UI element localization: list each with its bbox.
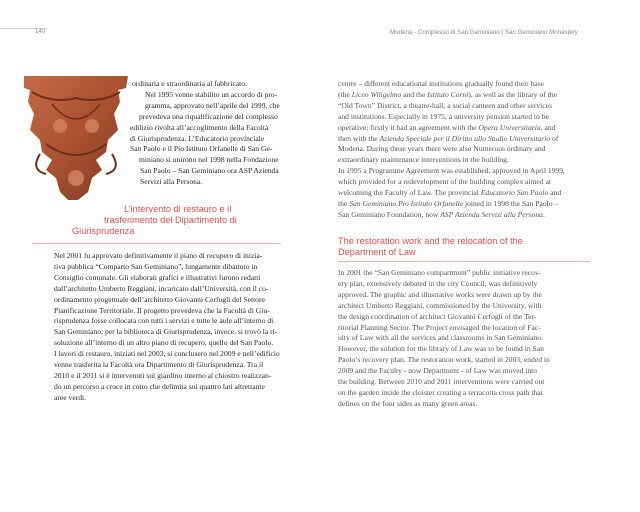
text-line: gramma, approvato nell’aprile del 1999, che (145, 100, 280, 110)
text-line: defines on the four sides as many green areas. (338, 398, 478, 408)
text-line: Nel 2001 fu approvato definitivamente il piano di recupero di inizia- (54, 251, 263, 260)
text-line: ritorial Planning Sector. The Project envisaged the location of Fac- (338, 322, 541, 332)
text-run: ), as well as the library of the (468, 89, 557, 99)
left-intro-paragraph (132, 79, 300, 188)
text-line: San Paolo – San Geminiano ora ASP Azienda (140, 166, 279, 176)
text-line (338, 101, 600, 112)
terracotta-capital-image (22, 74, 130, 202)
text-line: the design coordination of architect Giovanni Cerfogli of the Ter- (338, 311, 537, 321)
text-run: operative; firstly it had an agreement with the (338, 122, 479, 132)
text-line: I lavori di restauro, iniziati nel 2003, si conclusero nel 2009 e nell’edificio (54, 349, 280, 359)
text-line (338, 210, 600, 221)
text-line: soluzione all’interno di un altro piano di recupero, quello del San Paolo. (54, 338, 274, 348)
text-line: miniano si unirono nel 1998 nella Fondazione (139, 155, 279, 165)
text-run: then with the (338, 133, 380, 143)
page-number: 140 (35, 29, 46, 35)
text-line (338, 155, 600, 166)
heading-line: trasferimento del Dipartimento di (104, 215, 237, 225)
text-line: ordinamento progettuale dell’architetto Giovanni Cerfogli del Settore (54, 294, 265, 304)
running-head (390, 29, 578, 36)
text-run: welcoming the Faculty of Law. The provincial (338, 188, 481, 198)
text-line: ery plan, extensively debated in the city Council, was definitively (338, 278, 538, 288)
text-line: approved. The graphic and illustrative works were drawn up by the (338, 289, 542, 299)
heading-line: L’intervento di restauro e il (124, 204, 232, 214)
italic-run: Azienda Speciale per il Diritto allo Studio Universitario (379, 133, 551, 143)
text-line (338, 123, 600, 134)
italic-run: Istituto Corni (427, 89, 469, 99)
right-body-paragraph (338, 268, 600, 410)
text-run: In 1995 a Programme Agreement was established, approved in April 1999, (338, 166, 565, 176)
text-line: prevedeva una riqualificazione del complesso (139, 111, 278, 121)
text-run: which provided for a redevelopment of the building complex aimed at (338, 177, 551, 187)
text-line: San Paolo e il Pio Istituto Orfanelle di San Ge- (130, 144, 273, 154)
text-run: joined in 1998 the San Paolo – (463, 198, 559, 208)
text-line: aree verdi. (54, 392, 87, 402)
text-line: architect Umberto Reggiani, commissioned by the University, with (338, 300, 542, 310)
heading-rule (33, 243, 281, 244)
right-intro-paragraph (338, 79, 600, 221)
italic-run: Opera Universitaria (478, 122, 541, 132)
text-line (338, 112, 600, 123)
text-line (338, 177, 600, 188)
text-line: ordinaria e straordinaria al fabbricato. (132, 79, 247, 88)
italic-run: Educatorio San Paolo (480, 188, 549, 198)
text-line (338, 199, 600, 210)
text-line: venne trasferita la Facoltà ora Dipartimento di Giurisprudenza. Tra il (54, 360, 264, 370)
text-run: . (542, 209, 545, 219)
heading-line: Department of Law (338, 247, 416, 257)
text-line: In 2001 the “San Geminiano compartment” public initiative recov- (338, 268, 542, 277)
heading-line: The restoration work and the relocation of the (338, 236, 523, 246)
italic-run: San Geminiano Pio Istituto Orfanelle (349, 198, 464, 208)
text-run: Modena. During these years there were also Numerous ordinary and (338, 144, 546, 154)
text-line (338, 144, 600, 155)
text-line: risprudenza fosse collocata con tutti i servizi e tutte le aule all’interno di (54, 316, 274, 326)
text-line: 2010 e il 2011 si è intervenuti sul giardino interno al chiostro realizzan- (54, 370, 272, 380)
text-line: Nel 1995 venne stabilito un accordo di pro- (145, 89, 278, 99)
text-line: di Giurisprudenza. L’Educatorio provinciale (130, 133, 265, 143)
text-run: and (548, 188, 562, 198)
text-line (338, 134, 600, 145)
text-line: Consiglio comunale. Gli elaborati grafici e illustrativi furono redatti (54, 272, 261, 282)
text-run: (the (338, 89, 352, 99)
running-head-italic: San Geminiano Monastery (504, 29, 579, 36)
text-run: the (338, 198, 350, 208)
text-line (338, 79, 600, 90)
text-line: San Geminiano; per la biblioteca di Giurisprudenza, invece, si trovò la ri- (54, 327, 278, 337)
text-run: and the (401, 89, 428, 99)
text-line: edilizio rivolta all’accoglimento della Facoltà (130, 122, 269, 132)
text-line: Pianificazione Territoriale. Il progetto prevedeva che la Facoltà di Giu- (54, 305, 270, 315)
section-heading-english (338, 236, 598, 258)
text-run: “Old Town” District, a theatre-hall, a social canteen and other services (338, 100, 552, 110)
terracotta-capital-icon (22, 74, 130, 202)
text-run: centre – different educational institutions gradually found their base (338, 79, 545, 88)
text-line: Servizi alla Persona. (140, 177, 203, 187)
text-run: and institutions. Especially in 1975, a university pension started to be (338, 111, 549, 121)
text-line: on the garden inside the cloister creating a terracotta cross path that (338, 387, 543, 397)
text-run: , and (540, 122, 556, 132)
text-line: tiva pubblica “Comparto San Geminiano”, lungamente dibattuto in (54, 261, 258, 271)
running-head-text: Modena - Complesso di San Geminiano | (390, 29, 505, 36)
text-line: However, the solution for the library of Law was to be found in San (338, 344, 544, 354)
text-line: do un percorso a croce in cotto che delimita sui quattro lati altrettante (54, 381, 265, 391)
text-line (338, 188, 600, 199)
left-body-paragraph (54, 251, 300, 404)
heading-line: Giurisprudenza (72, 226, 135, 236)
section-heading-italian (72, 204, 302, 237)
italic-run: Liceo Wiligelmo (351, 89, 402, 99)
text-run: San Geminiano Foundation, now (338, 209, 441, 219)
text-line (338, 90, 600, 101)
italic-run: ASP Azienda Servizi alla Persona (440, 209, 543, 219)
text-line: ulty of Law with all the services and classrooms in San Geminiano. (338, 333, 543, 343)
text-line (338, 166, 600, 177)
text-line: Paolo’s recovery plan. The restoration work, started in 2003, ended in (338, 355, 550, 365)
text-line: the building. Between 2010 and 2011 interventions were carried out (338, 377, 545, 387)
text-run: of (550, 133, 559, 143)
text-line: dall’architetto Umberto Reggiani, incaricato dall’Università, con il co- (54, 283, 269, 293)
text-line: 2009 and the Faculty - now Department - of Law was moved into (338, 366, 538, 376)
heading-rule (338, 261, 590, 262)
text-run: extraordinary maintenance interventions in the building. (338, 155, 509, 165)
